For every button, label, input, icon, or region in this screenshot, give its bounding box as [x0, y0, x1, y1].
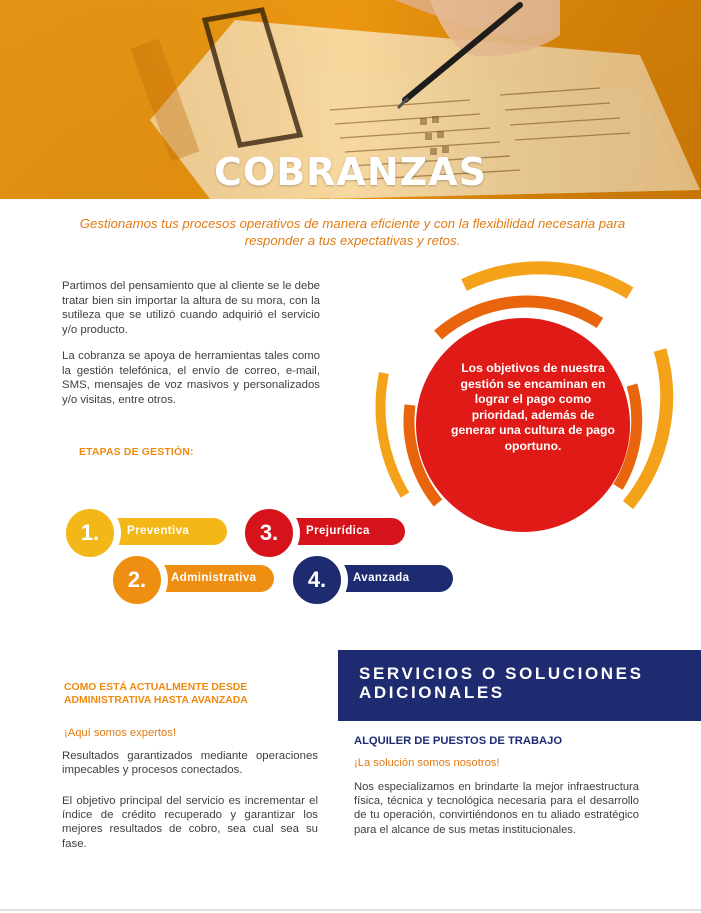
outer-arc-left	[381, 373, 405, 495]
stages-heading: ETAPAS DE GESTIÓN:	[79, 447, 194, 458]
intro-text: Gestionamos tus procesos operativos de manera eficiente y con la flexibilidad necesaria para responder a tus expectativas y retos.	[79, 216, 626, 248]
workstation-rental-heading: ALQUILER DE PUESTOS DE TRABAJO	[354, 735, 563, 747]
solution-subheading: ¡La solución somos nosotros!	[354, 757, 500, 769]
additional-services-band	[338, 650, 701, 721]
stage-number-badge: 4.	[290, 553, 344, 607]
results-paragraph: Resultados garantizados mediante operaciones impecables y procesos conectados.	[62, 750, 318, 777]
current-stage-heading: COMO ESTÁ ACTUALMENTE DESDE ADMINISTRATIVA HASTA AVANZADA	[64, 682, 248, 706]
paragraph-tools: La cobranza se apoya de herramientas tales como la gestión telefónica, el envío de correo, e-mail, SMS, mensajes de voz masivos y personalizados y/o visitas, entre otros.	[62, 350, 320, 406]
footer-divider	[0, 909, 701, 911]
workstation-rental-paragraph: Nos especializamos en brindarte la mejor infraestructura física, técnica y tecnológica necesaria para el desarrollo de tu operación, convirtiéndonos en tu aliado estratégico para el alcance de sus metas institucionales.	[354, 781, 639, 836]
stage-label: Prejurídica	[306, 525, 370, 537]
objective-text: Los objetivos de nuestra gestión se encaminan en lograr el pago como prioridad, además de generar una cultura de pago oportuno.	[451, 361, 615, 453]
stage-label: Preventiva	[127, 525, 190, 537]
page-title: COBRANZAS	[214, 150, 487, 194]
objective-paragraph: El objetivo principal del servicio es incrementar el índice de crédito recuperado y garantizar los mejores resultados de cobro, sea cual sea su fase.	[62, 795, 318, 850]
stage-number-badge: 2.	[110, 553, 164, 607]
outer-arc-top	[464, 268, 630, 293]
stage-number-badge: 3.	[242, 506, 296, 560]
stage-number-badge: 1.	[63, 506, 117, 560]
hero-banner	[0, 0, 701, 199]
experts-subheading: ¡Aquí somos expertos!	[64, 727, 176, 739]
paragraph-approach: Partimos del pensamiento que al cliente se le debe tratar bien sin importar la altura de su mora, con la sutileza que se utilizó cuando adquirió el servicio y/o producto.	[62, 280, 320, 336]
stage-label: Administrativa	[171, 572, 257, 584]
additional-services-title: SERVICIOS O SOLUCIONES ADICIONALES	[359, 664, 644, 702]
stage-label: Avanzada	[353, 572, 410, 584]
